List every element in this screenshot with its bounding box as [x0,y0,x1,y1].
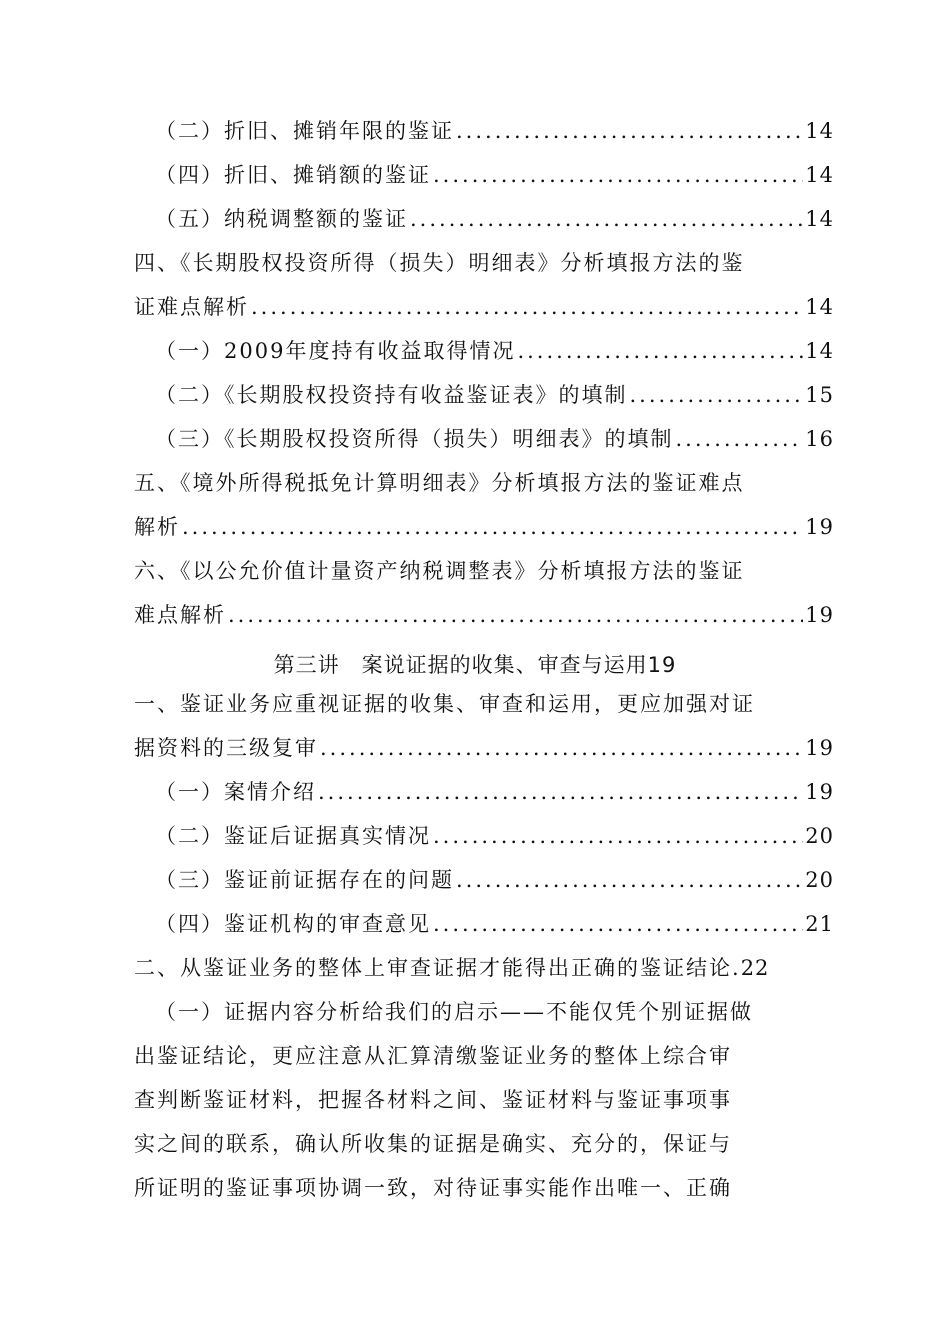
toc-page-number: 19 [805,603,834,627]
toc-entry-title-line[interactable]: 一、鉴证业务应重视证据的收集、审查和运用，更应加强对证 [134,692,755,716]
toc-entry[interactable] [155,201,834,237]
toc-page-number: 19 [805,515,834,539]
toc-entry-title-line: 所证明的鉴证事项协调一致，对待证事实能作出唯一、正确 [134,1176,732,1200]
toc-entry-title: （一）2009年度持有收益取得情况 [155,339,516,363]
dot-leader [228,597,803,633]
toc-page-number: 22 [740,956,770,980]
dot-leader [433,906,803,942]
toc-entry-title-line[interactable]: 五、《境外所得税抵免计算明细表》分析填报方法的鉴证难点 [134,471,745,495]
dot-leader [251,289,803,325]
toc-page-number: 14 [805,119,834,143]
toc-entry-title: 解析 [134,515,180,539]
toc-entry[interactable] [155,906,834,942]
toc-entry-title: （四）鉴证机构的审查意见 [155,912,431,936]
toc-page-number: 20 [805,868,834,892]
chapter-heading-number: 第三讲 [273,653,340,677]
toc-page-number: 19 [805,780,834,804]
dot-leader [676,421,804,457]
toc-entry[interactable] [155,113,834,149]
dot-leader [318,774,803,810]
dot-leader [182,509,803,545]
toc-entry-title: 据资料的三级复审 [134,736,318,760]
dot-leader [410,201,803,237]
dot-leader [433,157,803,193]
toc-page-number: 20 [805,824,834,848]
dot-leader [456,113,803,149]
toc-page-number: 14 [805,163,834,187]
toc-entry[interactable] [134,509,834,545]
toc-entry-title: （二）鉴证后证据真实情况 [155,824,431,848]
toc-entry[interactable] [134,730,834,766]
toc-entry-title-line[interactable]: 四、《长期股权投资所得（损失）明细表》分析填报方法的鉴 [134,251,745,275]
toc-entry-title: （二）折旧、摊销年限的鉴证 [155,119,454,143]
toc-entry[interactable] [134,289,834,325]
toc-page-number: 14 [805,339,834,363]
toc-entry[interactable] [155,818,834,854]
toc-entry-title: （一）案情介绍 [155,780,316,804]
dot-leader [517,333,803,369]
toc-entry[interactable] [155,421,834,457]
toc-entry-title-line: 实之间的联系，确认所收集的证据是确实、充分的，保证与 [134,1132,732,1156]
dot-leader [433,818,803,854]
toc-entry-title: 二、从鉴证业务的整体上审查证据才能得出正确的鉴证结论. [134,956,741,980]
toc-entry-title: （三）《长期股权投资所得（损失）明细表》的填制 [155,427,674,451]
toc-entry[interactable] [134,950,834,986]
toc-entry-title: 证难点解析 [134,295,249,319]
toc-page-number: 16 [805,427,834,451]
toc-page-number: 15 [805,383,834,407]
toc-page-number: 19 [805,736,834,760]
dot-leader [320,730,803,766]
dot-leader [630,377,804,413]
toc-entry[interactable] [155,333,834,369]
dot-leader [456,862,803,898]
toc-page-number: 14 [805,207,834,231]
toc-entry-title: （二）《长期股权投资持有收益鉴证表》的填制 [155,383,628,407]
toc-entry-title: （四）折旧、摊销额的鉴证 [155,163,431,187]
toc-entry-title: （三）鉴证前证据存在的问题 [155,868,454,892]
toc-entry[interactable] [155,774,834,810]
toc-page-number: 14 [805,295,834,319]
toc-entry-title: （五）纳税调整额的鉴证 [155,207,408,231]
toc-entry[interactable] [155,862,834,898]
toc-entry-title-line[interactable]: （一）证据内容分析给我们的启示——不能仅凭个别证据做 [155,1000,753,1024]
toc-entry-title-line: 出鉴证结论，更应注意从汇算清缴鉴证业务的整体上综合审 [134,1044,732,1068]
toc-entry-title-line: 查判断鉴证材料，把握各材料之间、鉴证材料与鉴证事项事 [134,1088,732,1112]
toc-entry[interactable] [134,597,834,633]
toc-entry-title-line[interactable]: 六、《以公允价值计量资产纳税调整表》分析填报方法的鉴证 [134,559,745,583]
toc-entry[interactable] [155,157,834,193]
toc-entry[interactable] [155,377,834,413]
toc-page-number: 21 [805,912,834,936]
chapter-heading-title: 案说证据的收集、审查与运用19 [361,653,677,677]
toc-entry-title: 难点解析 [134,603,226,627]
chapter-heading[interactable] [0,647,950,683]
